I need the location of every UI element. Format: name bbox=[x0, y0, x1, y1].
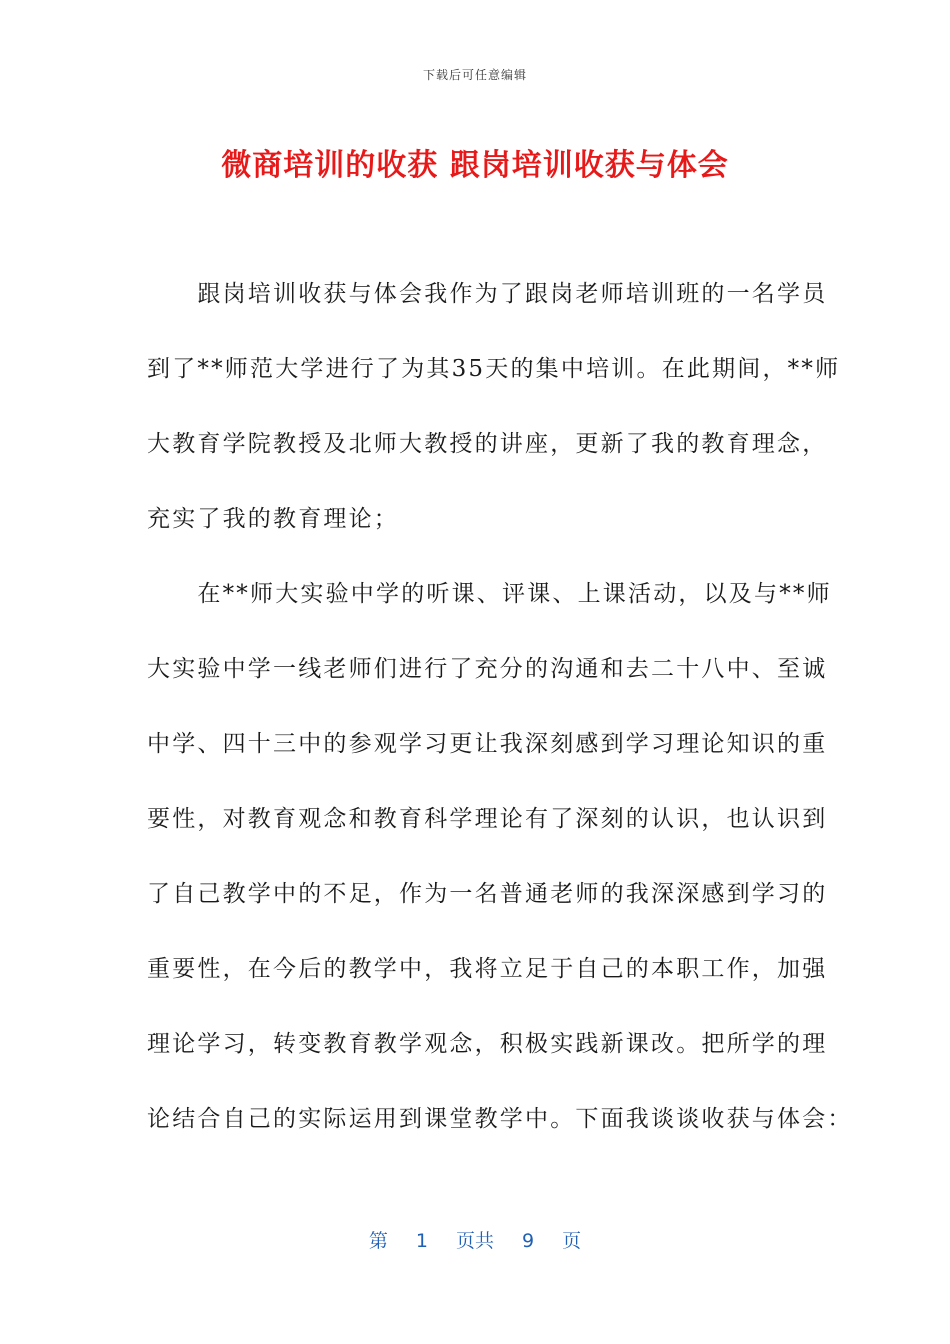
footer-total-pages: 9 bbox=[522, 1230, 535, 1252]
text-line: 重要性，在今后的教学中，我将立足于自己的本职工作，加强 bbox=[147, 956, 828, 982]
footer-middle: 页共 bbox=[455, 1230, 494, 1252]
text-line: 要性，对教育观念和教育科学理论有了深刻的认识，也认识到 bbox=[147, 806, 828, 832]
text-line: 到了**师范大学进行了为其35天的集中培训。在此期间，**师 bbox=[147, 356, 841, 382]
page-footer bbox=[0, 1226, 950, 1253]
text-line: 大实验中学一线老师们进行了充分的沟通和去二十八中、至诚 bbox=[147, 656, 828, 682]
footer-suffix: 页 bbox=[562, 1230, 582, 1252]
footer-current-page: 1 bbox=[415, 1230, 428, 1252]
text-line: 中学、四十三中的参观学习更让我深刻感到学习理论知识的重 bbox=[147, 731, 828, 757]
document-body bbox=[147, 272, 853, 1172]
text-line: 充实了我的教育理论； bbox=[147, 506, 399, 532]
text-line: 大教育学院教授及北师大教授的讲座，更新了我的教育理念， bbox=[147, 431, 828, 457]
paragraph bbox=[147, 572, 853, 1172]
text-line: 在**师大实验中学的听课、评课、上课活动，以及与**师 bbox=[147, 581, 832, 607]
footer-prefix: 第 bbox=[368, 1230, 388, 1252]
text-line: 理论学习，转变教育教学观念，积极实践新课改。把所学的理 bbox=[147, 1031, 828, 1057]
header-note: 下载后可任意编辑 bbox=[422, 68, 527, 82]
text-line: 了自己教学中的不足，作为一名普通老师的我深深感到学习的 bbox=[147, 881, 828, 907]
text-line: 跟岗培训收获与体会我作为了跟岗老师培训班的一名学员 bbox=[147, 281, 828, 307]
text-line: 论结合自己的实际运用到课堂教学中。下面我谈谈收获与体会： bbox=[147, 1106, 853, 1132]
document-title: 微商培训的收获 跟岗培训收获与体会 bbox=[221, 148, 729, 183]
paragraph bbox=[147, 272, 841, 572]
